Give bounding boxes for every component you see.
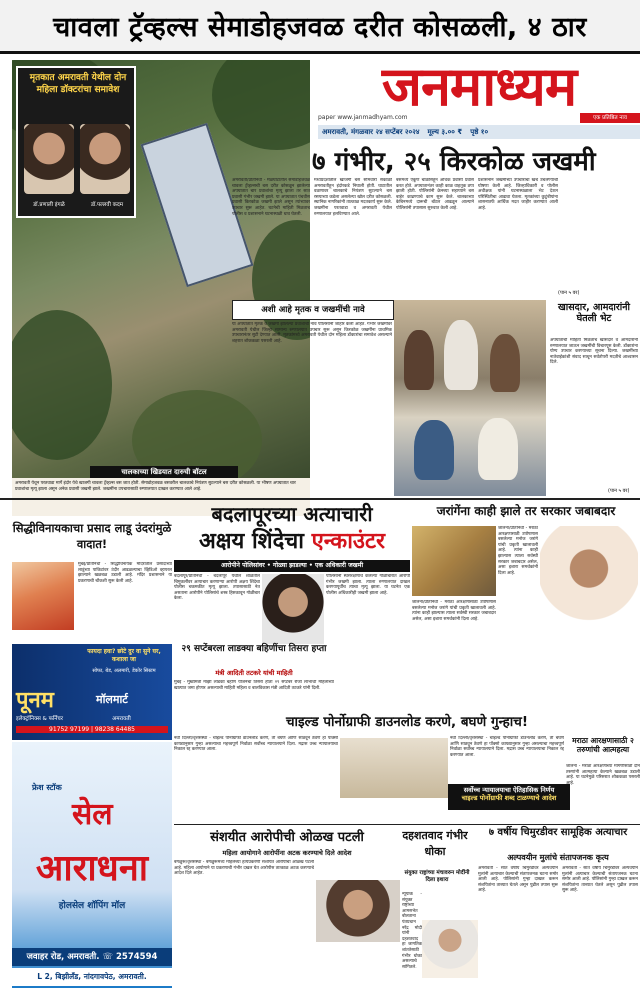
victim-photo-2 bbox=[80, 124, 130, 194]
suspect-sub: महिला आयोगाने आरोपींना अटक करण्याचे दिले आदेश bbox=[222, 849, 352, 857]
photo-label: चालकाच्या खिडयात दारुची बॉटल bbox=[90, 466, 238, 479]
date-bar bbox=[318, 125, 640, 139]
badlapur-text-1: बदलापूर/प्रतिनिधी - बदलापूर येथील शाळेतील चिमुकलींवर अत्याचार करणाऱ्या आरोपी अक्षय शिंदेचा पोलीस चकमकीत मृत्यू झाला. तपासासाठी नेत असताना आरोपीने पोलिसांचे शस्त्र हिसकावून गोळीबार केला. bbox=[174, 574, 260, 602]
girl-text-2: अमरावती - सात वर्षीय चिमुरडीवर अल्पवयीन मुलांनी अत्याचार केल्याची संतापजनक घटना समोर आली आहे. पोलिसांनी गुन्हा दाखल करून संशयितांना ताब्यात घेतले असून पुढील तपास सुरू आहे. bbox=[562, 866, 638, 894]
poonam-advertisement[interactable] bbox=[12, 644, 172, 740]
aradhana-tag: फ्रेश स्टॉक bbox=[32, 783, 62, 792]
city-date: अमरावती, मंगळवार २४ सप्टेंबर २०२४ bbox=[322, 128, 420, 136]
dead-list-text: या अपघातात मृतक व जखमी झालेल्या प्रवाशांची नावे पोलिसांनी जाहीर केली आहेत. गंभीर जखमींवर अमरावती येथील जिल्हा सामान्य रुग्णालयात उपचार सुरू असून किरकोळ जखमींना प्राथमिक उपचारानंतर सुटी देण्यात आली. मृतकांमध्ये अमरावती येथील दोन महिला डॉक्टरांचा समावेश असल्याने शहरात शोककळा पसरली आहे. bbox=[232, 322, 392, 344]
visit-text: अपघाताची माहिती मिळताच खासदार व आमदारांनी रुग्णालयात जाऊन जखमींची विचारपूस केली. डॉक्टरांना योग्य उपचार करण्याच्या सूचना दिल्या. जखमींच्या नातेवाईकांशी संवाद साधून सर्वतोपरी मदतीचे आश्वासन दिले. bbox=[550, 338, 638, 366]
badlapur-sub: आरोपीने पोलिसांवर • गोळ्या झाडल्या • एक अधिकारी जखमी bbox=[174, 560, 410, 572]
victims-box bbox=[16, 66, 136, 218]
lead-col-2: मध्यप्रदेशातील खाजगी बस सोमवारी सकाळी अमरावतीहून इंदोरकडे निघाली होती. घाटातील वळणावर चालकाचे नियंत्रण सुटल्याने बस रस्त्याच्या कडेला असलेल्या खोल दरीत कोसळली. स्थानिक नागरिकांनी तात्काळ मदतकार्य सुरू केले. जखमींना परतवाडा व अमरावती येथील रुग्णालयात हलविण्यात आले. bbox=[314, 178, 392, 217]
verdict-line2: चाइल्ड पोर्नोग्राफी शब्द टाळण्याचे आदेश bbox=[461, 794, 557, 802]
lead-col-4: प्रशासनाने जखमींच्या उपचाराचा खर्च उचलण्याची घोषणा केली आहे. जिल्हाधिकारी व पोलीस अधीक्षक यांनी घटनास्थळाला भेट देऊन परिस्थितीचा आढावा घेतला. मृतकांच्या कुटुंबीयांना शासनातर्फे आर्थिक मदत जाहीर करण्यात आली आहे. bbox=[478, 178, 558, 211]
visit-more[interactable]: (पान ५ वर) bbox=[608, 488, 630, 494]
suspect-photo bbox=[316, 880, 400, 942]
visit-photo bbox=[394, 300, 546, 496]
verdict-line1: सर्वोच्च न्यायालयाचा ऐतिहासिक निर्णय bbox=[463, 786, 555, 794]
slogan-badge: एक प्रतिष्ठित नाव bbox=[580, 113, 640, 123]
leader-photo bbox=[540, 526, 638, 638]
verdict-box bbox=[448, 784, 570, 810]
top-banner bbox=[0, 0, 640, 54]
jarange-headline: जरांगेंना काही झाले तर सरकार जबाबदार bbox=[436, 504, 616, 518]
poonam-brand2: मॉलमार्ट bbox=[96, 693, 128, 706]
maratha-headline: मराठा आरक्षणासाठी २ तरुणांची आत्महत्या bbox=[572, 736, 634, 754]
accused-photo bbox=[262, 574, 324, 644]
child-text-2: नवी दिल्ली/वृत्तसंस्था - चाइल्ड पोर्नोग्राफी डाउनलोड करणे, ती बघणे आणि साठवून ठेवणे हा पॉक्सो कायद्यानुसार गुन्हा असल्याचा महत्त्वपूर्ण निर्वाळा सर्वोच्च न्यायालयाने दिला. मद्रास उच्च न्यायालयाचा निकाल रद्द करण्यात आला. bbox=[450, 736, 564, 758]
ladki-headline: २९ सप्टेंबरला लाडक्या बहिणींचा तिसरा हप्ता bbox=[181, 644, 327, 654]
child-text: नवी दिल्ली/वृत्तसंस्था - चाइल्ड पोर्नोग्राफी डाउनलोड करणे, ती बघणे आणि साठवून ठेवणे हा पॉक्सो कायद्यानुसार गुन्हा असल्याचा महत्त्वपूर्ण निर्वाळा सर्वोच्च न्यायालयाने दिला. मद्रास उच्च न्यायालयाचा निकाल रद्द करण्यात आला. bbox=[174, 736, 338, 753]
ladki-sub: मंत्री आदिती तटकरे यांची माहिती bbox=[215, 669, 293, 677]
laddu-photo bbox=[12, 562, 74, 630]
badlapur-line1: बदलापूरच्या अत्याचारी bbox=[211, 502, 373, 526]
suspect-text: बेंगळुरू/वृत्तसंस्था - बेंगळुरूमध्ये महिलेच्या हत्येप्रकरणी संशयित आरोपीची ओळख पटली आहे. महिला आयोगाने या प्रकरणाची गंभीर दखल घेत आरोपीस तात्काळ अटक करण्याचे आदेश दिले आहेत. bbox=[174, 860, 314, 877]
divider bbox=[174, 824, 640, 825]
poonam-top: फायदा हवा? छोटे दुर वा सुने घर, कशाला जा bbox=[87, 648, 161, 663]
protest-photo bbox=[412, 526, 496, 596]
jarange-text: जालना/प्रतिनिधी - मराठा आरक्षणासाठी उपोषणास बसलेल्या मनोज जरांगे यांची प्रकृती खालावली आहे. त्यांना काही झाल्यास त्याला सर्वस्वी सरकार जबाबदार असेल, असा इशारा समर्थकांनी दिला आहे. bbox=[498, 526, 538, 576]
sidh-headline: सिद्धीविनायकाचा प्रसाद लाडू उंदरांमुळे वादात! bbox=[12, 521, 172, 551]
girl-text: अमरावती - सात वर्षीय चिमुरडीवर अल्पवयीन मुलांनी अत्याचार केल्याची संतापजनक घटना समोर आली आहे. पोलिसांनी गुन्हा दाखल करून संशयितांना ताब्यात घेतले असून पुढील तपास सुरू आहे. bbox=[478, 866, 558, 894]
lead-col-1: अमरावती/प्रतिनिधी - मेळघाटातील सेमाडोहजवळ चावला ट्रॅव्हल्सची बस दरीत कोसळून झालेल्या अपघातात चार प्रवाशांचा मृत्यू झाला तर सात प्रवासी गंभीर जखमी झाले. या अपघातात पंचवीस प्रवासी किरकोळ जखमी झाले असून त्यांच्यावर उपचार सुरू आहेत. घटनेची माहिती मिळताच पोलीस व प्रशासनाने घटनास्थळी धाव घेतली. bbox=[232, 178, 310, 217]
price: मूल्य ३.०० ₹ bbox=[427, 128, 463, 136]
page-count: पृष्ठे १० bbox=[470, 128, 489, 136]
poonam-tag: इलेक्ट्रॉनिक्स & फर्निचर bbox=[16, 716, 64, 722]
modi-photo bbox=[422, 920, 478, 978]
aradhana-advertisement[interactable] bbox=[12, 742, 172, 988]
poonam-phone: 91752 97199 | 98238 64485 bbox=[16, 726, 168, 733]
ladki-text: मुंबई - मुख्यमंत्री माझी लाडकी बहीण योजनेचा तिसरा हप्ता २९ सप्टेंबर रोजी लाभार्थी महिलांच्या खात्यात जमा होणार असल्याची माहिती महिला व बालविकास मंत्री आदिती तटकरे यांनी दिली. bbox=[174, 680, 334, 691]
banner-headline: चावला ट्रॅव्हल्स सेमाडोहजवळ दरीत कोसळली, ४ ठार bbox=[53, 12, 587, 43]
poonam-brand: पूनम bbox=[16, 688, 54, 713]
aradhana-addr1: जवाहर रोड, अमरावती. ☏ 2574594 bbox=[12, 948, 172, 966]
girl-headline: ७ वर्षीय चिमुरडीवर सामूहिक अत्याचार bbox=[488, 827, 628, 838]
child-headline: चाइल्ड पोर्नोग्राफी डाउनलोड करणे, बघणे गुन्हाच! bbox=[285, 714, 529, 730]
maratha-text: जालना - मराठा आरक्षणाच्या मागणीसाठी दोन तरुणांनी आत्महत्या केल्याने खळबळ उडाली आहे. या घटनेमुळे परिसरात शोककळा पसरली आहे. bbox=[566, 764, 640, 786]
aradhana-addr2: L 2, बिझीलॅंड, नांदगावपेठ, अमरावती. bbox=[12, 968, 172, 986]
lead-headline: ७ गंभीर, २५ किरकोळ जखमी bbox=[312, 147, 596, 177]
poonam-city: अमरावती bbox=[112, 716, 131, 722]
victim-name-1: डॉ.प्रणाली इंगळे bbox=[33, 202, 65, 208]
terror-sub: संयुक्त राष्ट्रांच्या मंचावरुन मोदींनी दिला इशारा bbox=[404, 870, 470, 883]
badlapur-headline bbox=[174, 500, 410, 560]
sidh-text: मुंबई/प्रतिनिधी - सिद्धीविनायक मंदिरातील प्रसादाच्या लाडूंच्या पाकिटांवर उंदीर आढळल्याचा व्हिडिओ व्हायरल झाल्याने खळबळ उडाली आहे. मंदिर प्रशासनाने या प्रकरणाची चौकशी सुरू केली आहे. bbox=[78, 562, 172, 584]
photo-caption: अमरावती येथून परतवाडा मार्गे इंदोर येथे खाजगी चावला ट्रॅव्हल्स बस जात होती. सेमाडोहजवळ बसवरील चालकाचे नियंत्रण सुटल्याने बस दरीत कोसळली. या भीषण अपघातात चार प्रवाशांचा मृत्यू झाला असून अनेक प्रवासी जखमी झाले. जखमींना उपचारासाठी रुग्णालयात दाखल करण्यात आले आहे. bbox=[12, 478, 310, 516]
badlapur-text-2: पोलिसांनी स्वसंरक्षणार्थ केलेल्या गोळीबारात आरोपी गंभीर जखमी झाला. त्याला रुग्णालयात दाखल करण्यापूर्वीच त्याचा मृत्यू झाला. या घटनेत एक पोलीस अधिकारीही जखमी झाला आहे. bbox=[326, 574, 410, 596]
newspaper-name: जनमाध्यम bbox=[381, 54, 577, 118]
lead-col-3: बसमध्ये एकूण चाळीसहून अधिक प्रवासी प्रवास करत होते. अपघातानंतर काही काळ वाहतूक ठप्प झाली होती. पोलिसांनी क्रेनच्या सहाय्याने बस बाहेर काढण्याचे काम सुरू केले. चालकाच्या केबिनमध्ये दारूची बॉटल आढळून आल्याने पोलिसांनी तपासास सुरुवात केली आहे. bbox=[396, 178, 474, 211]
suspect-headline: संशयीत आरोपीची ओळख पटली bbox=[210, 830, 364, 845]
victim-name-2: डॉ.पल्लवी कदम bbox=[90, 202, 124, 208]
aradhana-sale: सेल bbox=[72, 797, 113, 832]
aradhana-brand: आराधना bbox=[35, 848, 149, 889]
epaper-url: paper www.janmadhyam.com bbox=[318, 114, 408, 121]
victim-photo-1 bbox=[24, 124, 74, 194]
lead-more[interactable]: (पान ५ वर) bbox=[558, 290, 580, 296]
terror-headline: दहशतवाद गंभीर धोका bbox=[402, 829, 468, 858]
aradhana-sub: होलसेल शॉपिंग मॉल bbox=[58, 901, 126, 911]
girl-sub: अल्पवयीन मुलांचे संतापजनक कृत्य bbox=[507, 853, 609, 862]
court-photo bbox=[340, 738, 448, 798]
jarange-text-2: जालना/प्रतिनिधी - मराठा आरक्षणासाठी उपोषणास बसलेल्या मनोज जरांगे यांची प्रकृती खालावली आहे. त्यांना काही झाल्यास त्याला सर्वस्वी सरकार जबाबदार असेल, असा इशारा समर्थकांनी दिला आहे. bbox=[412, 600, 496, 622]
visit-headline: खासदार, आमदारांनी घेतली भेट bbox=[558, 302, 630, 324]
victims-title: मृतकात अमरावती येथील दोन महिला डॉक्टरांचा समावेश bbox=[29, 73, 127, 95]
dead-list-title: अशी आहे मृतक व जखमींची नावे bbox=[232, 300, 394, 320]
badlapur-line2: अक्षय शिंदेचा एन्काउंटर bbox=[198, 529, 386, 554]
poonam-sub: सोफा, बेड, अलमारी, डेकोर सिस्टम bbox=[92, 668, 156, 674]
terror-text: न्यूयॉर्क - संयुक्त राष्ट्रांच्या आमसभेत बोलताना पंतप्रधान नरेंद्र मोदी यांनी दहशतवाद हा जागतिक शांततेसाठी गंभीर धोका असल्याचे सांगितले. bbox=[402, 892, 422, 970]
